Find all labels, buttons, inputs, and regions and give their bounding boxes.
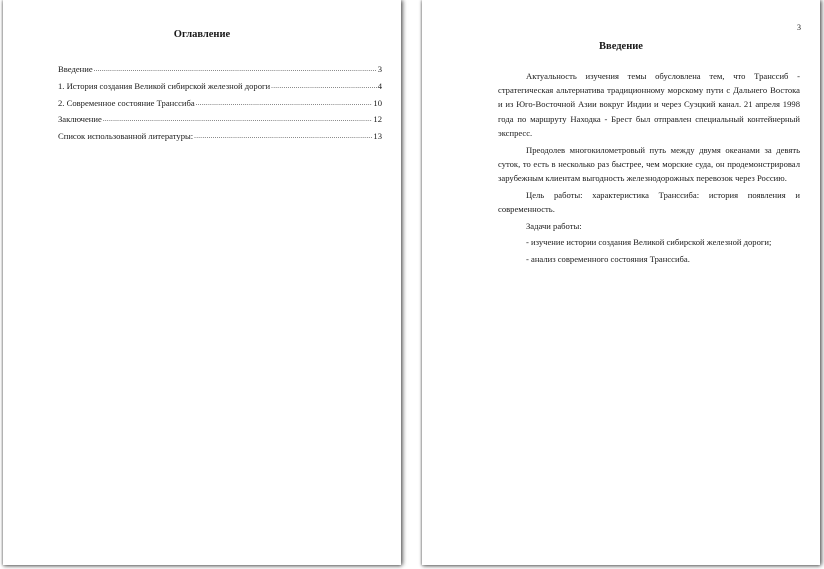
toc-leader-dots — [103, 114, 373, 125]
toc-entry[interactable] — [58, 131, 382, 142]
toc-entry-page: 3 — [377, 64, 382, 74]
page-number: 3 — [797, 23, 801, 32]
toc-entry-page: 13 — [373, 131, 382, 142]
toc-leader-dots — [271, 81, 377, 92]
toc-entry-label: Введение — [58, 64, 93, 74]
toc-entry-label: Заключение — [58, 114, 102, 125]
toc-page — [3, 0, 401, 565]
toc-entry-page: 10 — [373, 97, 382, 108]
intro-body — [498, 69, 800, 269]
toc-entry-page: 12 — [373, 114, 382, 125]
toc-title: Оглавление — [173, 29, 231, 40]
toc-entry[interactable] — [58, 98, 382, 109]
toc-entry[interactable] — [58, 64, 382, 75]
toc-leader-dots — [196, 98, 373, 109]
introduction-page — [422, 0, 820, 565]
intro-title: Введение — [599, 41, 643, 52]
toc-leader-dots — [94, 64, 377, 75]
intro-paragraph: Актуальность изучения темы обусловлена тем, что Транссиб - стратегическая альтернатива традиционному морскому пути с Дальнего Востока и из Юго-Восточной Азии вокруг Индии и через Суэцкий канал. 21 апреля 1998 года по маршруту Находка - Брест был отправлен специальный контейнерный экспресс. — [498, 71, 800, 138]
tasks-heading: Задачи работы: — [526, 220, 582, 231]
toc-entry-label: Список использованной литературы: — [58, 131, 194, 142]
toc-entry[interactable] — [58, 81, 382, 92]
task-item: - анализ современного состояния Транссиба. — [526, 253, 690, 264]
toc-entry-label: 2. Современное состояние Транссиба — [58, 97, 195, 108]
toc-entry-label: 1. История создания Великой сибирской железной дороги — [58, 80, 271, 91]
toc-leader-dots — [194, 131, 372, 142]
toc-entry[interactable] — [58, 114, 382, 125]
toc-entry-page: 4 — [377, 80, 382, 91]
intro-paragraph: Преодолев многокилометровый путь между двумя океанами за девять суток, то есть в несколько раз быстрее, чем морские суда, он продемонстрировал зарубежным клиентам выгодность железнодорожных перевозок через Россию. — [498, 144, 800, 183]
intro-paragraph: Цель работы: характеристика Транссиба: история появления и современность. — [498, 189, 800, 214]
toc-list — [58, 64, 382, 148]
task-item: - изучение истории создания Великой сибирской железной дороги; — [526, 237, 772, 248]
